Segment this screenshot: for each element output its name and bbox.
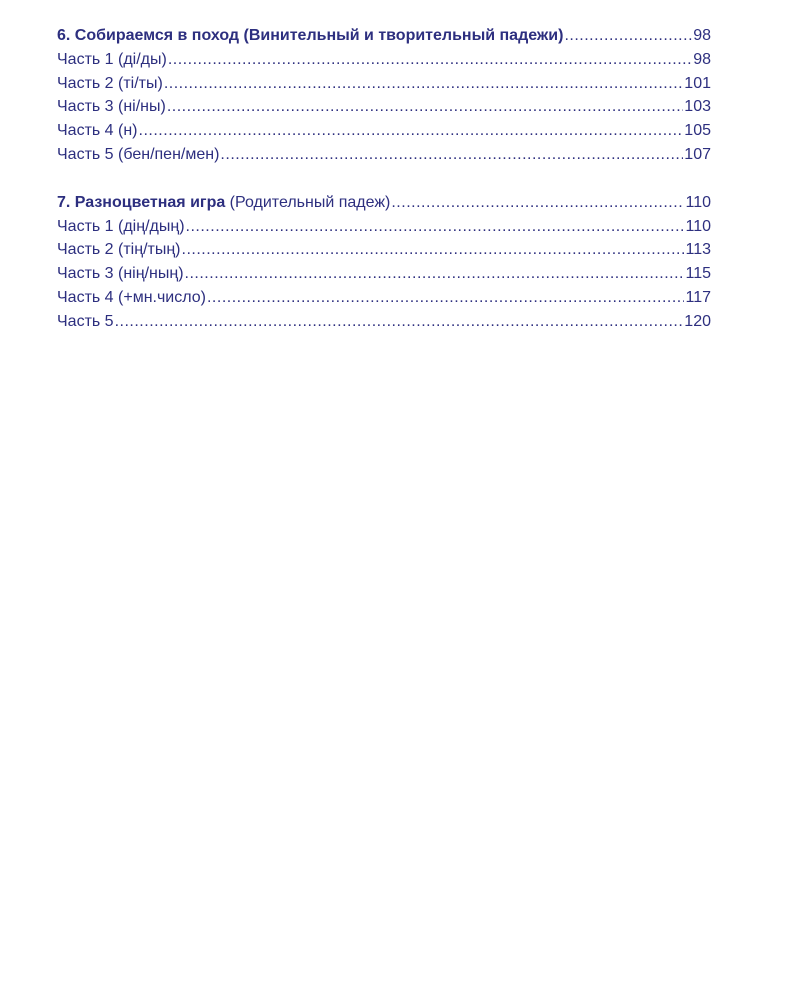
dot-leader [164,72,683,96]
toc-heading-bold-title: 6. Собираемся в поход (Винительный и творительный падежи) [57,27,564,44]
dot-leader [564,24,692,48]
toc-entry-title: Часть 2 (ті/ты) [57,74,163,92]
toc-heading-7[interactable] [57,191,711,215]
toc-entry-title: Часть 1 (ді/ды) [57,50,167,68]
table-of-contents [57,24,711,334]
dot-leader [167,95,683,119]
toc-page-number: 117 [685,288,711,306]
dot-leader [168,48,692,72]
dot-leader [182,238,685,262]
dot-leader [185,262,685,286]
toc-entry-title: Часть 3 (ні/ны) [57,98,166,116]
dot-leader [186,215,685,239]
toc-entry[interactable] [57,262,711,286]
toc-entry[interactable] [57,310,711,334]
toc-page-number: 103 [684,98,711,116]
toc-entry[interactable] [57,238,711,262]
toc-entry-title: Часть 3 (нің/ның) [57,265,184,283]
toc-entry[interactable] [57,143,711,167]
toc-page-number: 101 [684,74,711,92]
toc-entry[interactable] [57,48,711,72]
toc-entry-title: Часть 5 (бен/пен/мен) [57,145,220,163]
toc-page-number: 120 [684,312,711,330]
toc-heading-title [57,191,390,215]
dot-leader [139,119,684,143]
toc-entry[interactable] [57,215,711,239]
dot-leader [220,143,683,167]
toc-page-number: 98 [693,50,711,68]
toc-heading-6[interactable] [57,24,711,48]
dot-leader [391,191,684,215]
dot-leader [207,286,685,310]
toc-section-6 [57,24,711,167]
toc-section-7 [57,191,711,334]
toc-entry[interactable] [57,119,711,143]
toc-heading-bold-title: 7. Разноцветная игра [57,193,226,211]
toc-page-number: 110 [685,217,711,235]
toc-page-number: 98 [693,27,711,44]
toc-heading-plain-title: (Родительный падеж) [225,193,391,211]
toc-entry-title: Часть 4 (н) [57,122,138,140]
toc-page-number: 115 [685,265,711,283]
toc-page-number: 110 [685,193,711,211]
dot-leader [115,310,684,334]
toc-entry[interactable] [57,95,711,119]
toc-heading-title [57,24,563,48]
toc-entry-title: Часть 5 [57,312,114,330]
toc-entry-title: Часть 1 (дің/дың) [57,217,185,235]
toc-entry[interactable] [57,286,711,310]
toc-page-number: 113 [685,241,711,259]
toc-page-number: 105 [684,122,711,140]
toc-entry-title: Часть 2 (тің/тың) [57,241,181,259]
toc-entry-title: Часть 4 (+мн.число) [57,288,206,306]
toc-entry[interactable] [57,72,711,96]
toc-page-number: 107 [684,145,711,163]
